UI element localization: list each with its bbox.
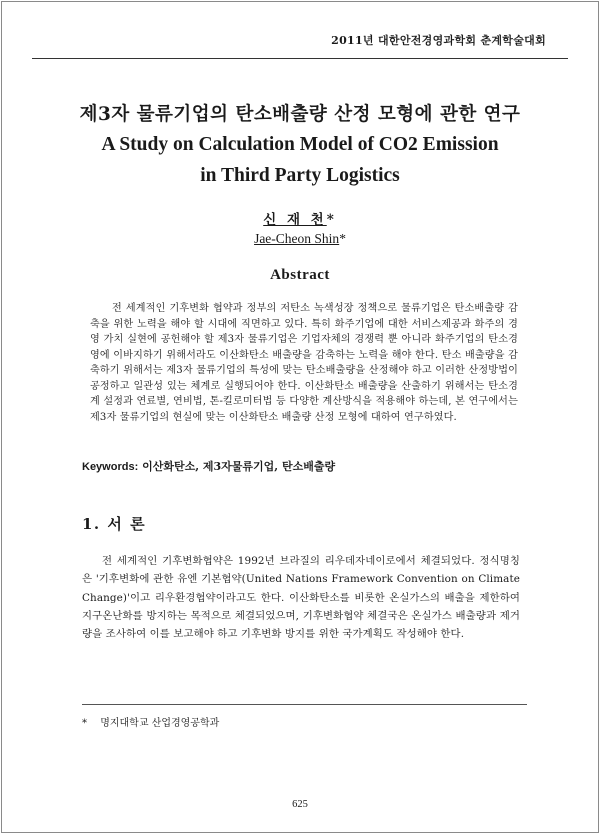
section-body-introduction: 전 세계적인 기후변화협약은 1992년 브라질의 리우데자네이로에서 체결되었다. 정식명칭은 '기후변화에 관한 유엔 기본협약(United Nations Framework Convention on Climate Change)'이고 리우환경협약이라고도 한다. 이산화탄소를 비롯한 온실가스의 배출을 제한하여 지구온난화를 방지하는 목적으로 체결되었으며, 기후변화협약 체결국은 온실가스 배출량과 제거량을 조사하여 이를 보고해야 하고 기후변화 방지를 위한 국가계획도 작성해야 한다. [82, 555, 520, 641]
author-english [2, 231, 598, 247]
author-english-name: Jae-Cheon Shin [254, 231, 340, 246]
header-rule [32, 58, 568, 59]
author-korean-name: 신 재 천 [263, 212, 327, 228]
footnote [82, 714, 219, 729]
title-english-line1: A Study on Calculation Model of CO2 Emission [101, 134, 499, 155]
footnote-rule [82, 704, 527, 705]
footnote-text: 명지대학교 산업경영공학과 [100, 718, 220, 729]
keywords-values: 이산화탄소, 제3자물류기업, 탄소배출량 [142, 460, 336, 473]
section-heading-introduction: 1. 서 론 [82, 515, 147, 533]
page-number: 625 [292, 799, 308, 810]
keywords [82, 458, 518, 474]
author-korean [2, 208, 598, 228]
author-english-mark: * [339, 231, 346, 246]
footnote-mark: * [82, 718, 87, 729]
conference-header: 2011년 대한안전경영과학회 춘계학술대회 [331, 34, 546, 47]
keywords-label: Keywords: [82, 461, 139, 473]
abstract-heading: Abstract [270, 267, 330, 283]
title-english [2, 129, 598, 191]
abstract-body: 전 세계적인 기후변화 협약과 정부의 저탄소 녹색성장 정책으로 물류기업은 탄소배출량 감축을 위한 노력을 해야 할 시대에 직면하고 있다. 특히 화주기업에 대한 서비스제공과 화주의 경영 가치 실현에 공헌해야 할 제3자 물류기업은 기업자체의 경쟁력 뿐 아니라 화주기업의 탄소경영에 이바지하기 위해서라도 이산화탄소 배출량을 감축하는 노력을 해야 한다. 탄소 배출량을 감축하기 위해서는 제3자 물류기업의 특성에 맞는 탄소배출량을 산정해야 하고 이러한 산정방법이 공정하고 일관성 있는 체계로 실행되어야 한다. 이산화탄소 배출량을 산출하기 위해서는 탄소경계 설정과 연료별, 연비법, 톤-킬로미터법 등 다양한 계산방식을 적용해야 하는데, 본 연구에서는 제3자 물류기업의 현실에 맞는 이산화탄소 배출량 산정 모형에 대하여 연구하였다. [90, 303, 518, 423]
paper-page [1, 1, 599, 833]
title-korean: 제3자 물류기업의 탄소배출량 산정 모형에 관한 연구 [79, 104, 521, 125]
author-mark: * [326, 212, 337, 228]
title-english-line2: in Third Party Logistics [200, 165, 400, 186]
